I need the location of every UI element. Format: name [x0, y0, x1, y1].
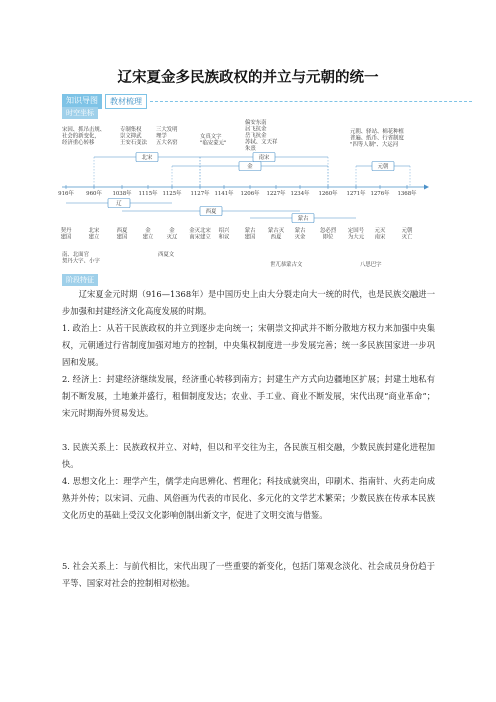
event-label: 蒙古 — [294, 228, 306, 234]
bottom-note: 世兀恭蒙古文 — [270, 262, 303, 268]
event-label: 契丹 — [60, 228, 72, 234]
dynasty-label: 金 — [247, 164, 253, 170]
top-note: 元朝、驿站、棉花种植 — [350, 129, 404, 135]
event-label: 金 — [145, 228, 151, 234]
year-label: 916年 — [58, 191, 74, 197]
event-label: 南宋 — [374, 234, 386, 241]
top-note: 社会的新变化， — [62, 133, 100, 140]
dynasty-label: 南宋 — [258, 155, 270, 161]
top-note: 朱熹 — [245, 146, 256, 152]
top-note: 五大名窑 — [156, 140, 178, 146]
section-label-timeline: 时空坐标 — [62, 107, 98, 119]
event-label: 建立 — [142, 234, 154, 241]
top-note: 苏轼、文天祥 — [245, 139, 278, 146]
section-label-features: 阶段特征 — [62, 274, 98, 286]
year-label: 1127年 — [190, 191, 210, 197]
regime-label: 辽 — [116, 201, 122, 207]
year-label: 1271年 — [346, 191, 366, 197]
event-label: 建立 — [88, 234, 100, 241]
bottom-note: 南、北面官 — [62, 252, 89, 258]
dynasty-label: 北宋 — [141, 155, 153, 161]
year-label: 1115年 — [138, 191, 158, 197]
event-label: 建国 — [116, 234, 128, 241]
event-label: 北宋 — [88, 228, 100, 234]
top-note: 普遍、纸币、行省制度 — [350, 135, 404, 142]
point-society: 5. 社会关系上：与前代相比，宋代出现了一些重要的新变化，包括门第观念淡化、社会成员身份趋于平等、国家对社会的控制相对松弛。 — [62, 561, 435, 588]
event-label: 金灭北宋 — [189, 228, 211, 234]
event-label: 建国 — [244, 234, 256, 241]
top-note: 理学 — [156, 133, 167, 140]
event-label: 西夏 — [270, 234, 282, 241]
year-label: 1227年 — [266, 191, 286, 197]
year-label: 1206年 — [240, 191, 260, 197]
year-label: 1125年 — [162, 191, 182, 197]
point-culture: 4. 思想文化上：理学产生，儒学走向思辨化、哲理化；科技成就突出，印刷术、指南针、火药走向成熟并外传；以宋词、元曲、风俗画为代表的市民化、多元化的文学艺术繁荣；少数民族在传承本民族文化历史的基础上受汉文化影响创制出新文字，促进了文明交流与借鉴。 — [62, 476, 435, 520]
axis-arrow-icon — [424, 185, 429, 190]
bottom-note: 西夏文 — [158, 252, 175, 258]
top-note: "临安蒙元" — [200, 140, 227, 147]
point-politics: 1. 政治上：从若干民族政权的并立到逐步走向统一；宋朝崇文抑武并不断分散地方权力来加强中央集权，元朝通过行省制度加强对地方的控制，中央集权制度进一步发展完善；统一多民族国家进一步巩固和发展。 — [62, 323, 435, 367]
bottom-note: 契丹大字、小字 — [62, 258, 100, 265]
event-label: 西夏 — [116, 228, 128, 234]
timeline-diagram — [60, 118, 480, 274]
top-note: "四等人制"、大运河 — [350, 142, 399, 148]
top-note: 经济重心转移 — [62, 140, 95, 146]
event-label: 元灭 — [374, 228, 386, 234]
event-label: 灭金 — [294, 234, 306, 241]
event-label: 为大元 — [347, 234, 365, 241]
year-label: 1260年 — [318, 191, 338, 197]
tag-knowledge-map: 知识导图 — [62, 94, 102, 109]
page-title: 辽宋夏金多民族政权的并立与元朝的统一 — [117, 70, 379, 86]
year-label: 1234年 — [290, 191, 310, 197]
event-label: 金 — [169, 228, 175, 234]
event-label: 和议 — [218, 234, 230, 241]
event-label: 南宋建立 — [189, 234, 211, 241]
regime-label: 西夏 — [205, 209, 217, 215]
top-note: 岳飞抗金 — [245, 133, 267, 139]
point-ethnic-relations: 3. 民族关系上：民族政权并立、对峙，但以和平交往为主，各民族互相交融，少数民族封建化进程加快。 — [62, 442, 435, 469]
point-economy: 2. 经济上：封建经济继续发展，经济重心转移到南方；封建生产方式向边疆地区扩展；封建土地私有制不断发展，土地兼并盛行，租佃制度发达；农业、手工业、商业不断发展，宋代出现“商业革命”；宋元时期海外贸易发达。 — [62, 374, 435, 418]
year-label: 1141年 — [214, 191, 234, 197]
top-note: 女真文字 — [200, 134, 222, 140]
divider — [150, 101, 472, 102]
top-note: 三大发明 — [156, 127, 178, 133]
top-note: 偏安东南 — [245, 120, 267, 126]
year-label: 1276年 — [370, 191, 390, 197]
event-label: 灭亡 — [401, 234, 413, 241]
event-label: 忽必烈 — [319, 228, 337, 234]
top-note: 宋因、抓吊击规、 — [62, 127, 106, 133]
event-label: 定国号 — [347, 228, 365, 234]
event-label: 蒙古 — [244, 228, 256, 234]
event-label: 绍兴 — [218, 228, 230, 234]
event-label: 灭辽 — [166, 234, 178, 241]
event-label: 蒙古灭 — [267, 228, 285, 234]
regime-label: 蒙古 — [297, 216, 309, 222]
top-note: 居飞抗金 — [245, 126, 267, 133]
top-note: 崇文抑武 — [120, 133, 142, 140]
bottom-note: 八思巴字 — [360, 262, 382, 268]
tag-textbook-review: 教材梳理 — [105, 94, 147, 109]
event-label: 建国 — [60, 234, 72, 241]
event-label: 即位 — [322, 234, 334, 241]
intro-paragraph: 辽宋夏金元时期（916—1368年）是中国历史上由大分裂走向大一统的时代，也是民族交融进一步加强和封建经济文化高度发展的时期。 — [62, 289, 435, 316]
dynasty-label: 元朝 — [377, 164, 389, 170]
year-label: 1038年 — [112, 191, 132, 197]
year-label: 960年 — [86, 191, 102, 197]
top-note: 王安石变法 — [120, 140, 147, 146]
event-label: 元朝 — [401, 228, 413, 234]
year-label: 1368年 — [397, 191, 417, 197]
top-note: 专制集权 — [120, 127, 142, 133]
